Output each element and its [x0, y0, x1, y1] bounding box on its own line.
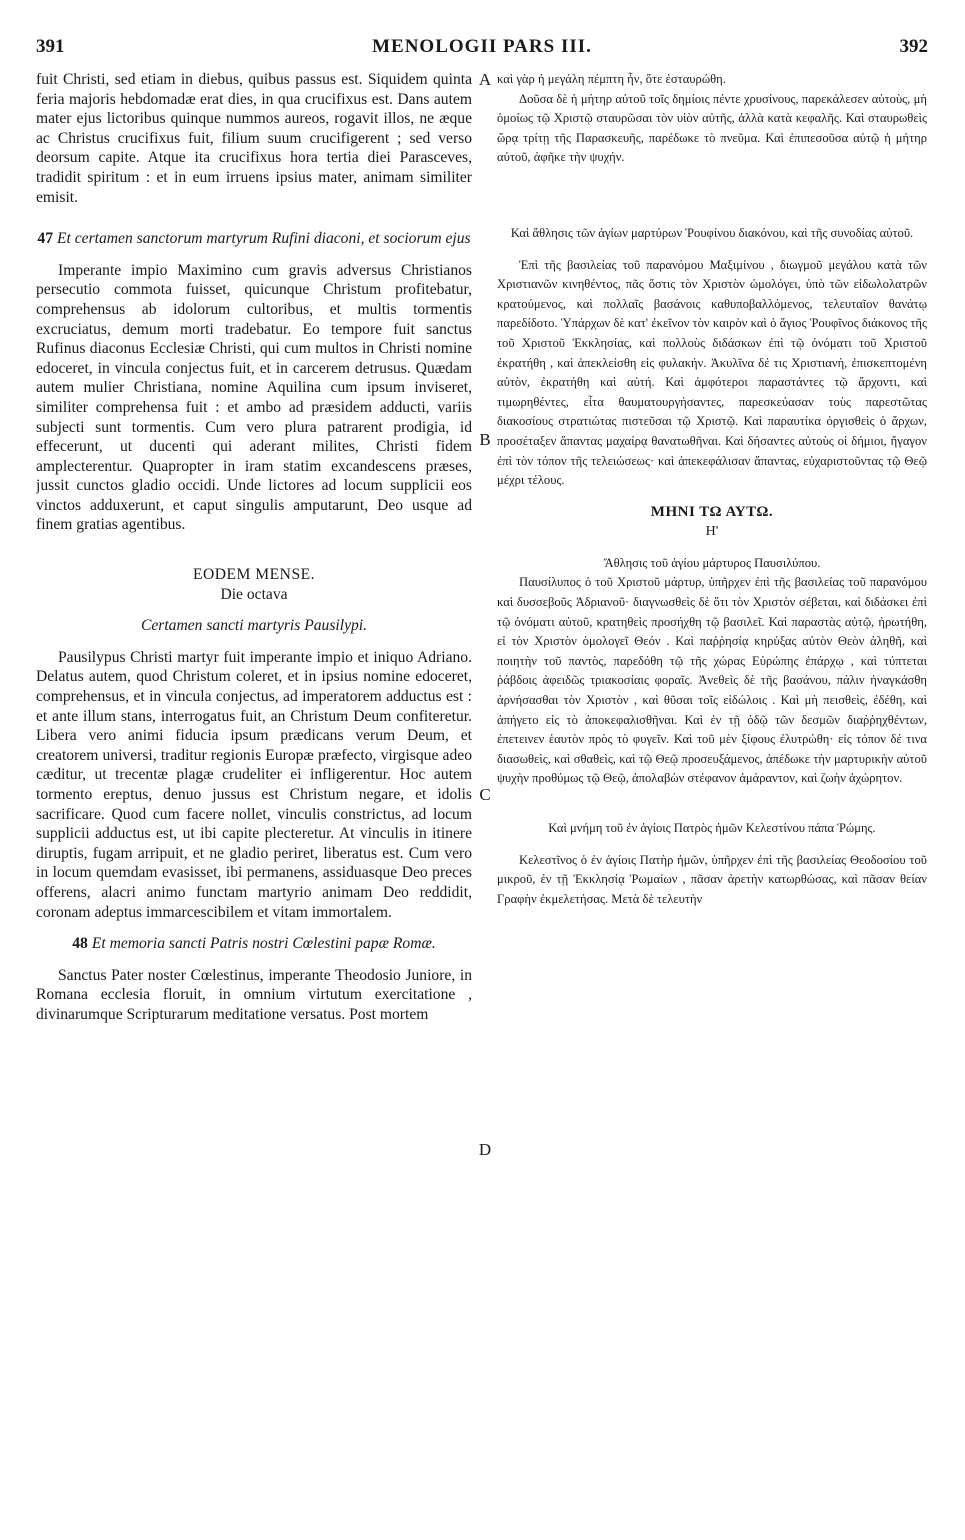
greek-section-48-text: Κελεστῖνος ὁ ἐν ἁγίοις Πατὴρ ἡμῶν, ὑπῆρχεν ἐπὶ τῆς βασιλείας Θεοδοσίου τοῦ μικροῦ, ἐν τῇ Ἐκκλησίᾳ Ῥωμαίων , πᾶσαν ἀρετὴν κατωρθώσας, καὶ πᾶσαν θείαν Γραφὴν ἐκμελετήσας. Μετὰ δὲ τελευτὴν	[497, 852, 927, 906]
latin-section-47-heading	[36, 229, 472, 249]
greek-day-heading: Η'	[705, 524, 719, 540]
latin-section-48-number: 48	[72, 935, 88, 953]
latin-section-48-title: Et memoria sancti Patris nostri Cœlestini papæ Romæ.	[91, 935, 436, 953]
page-number-right: 392	[899, 36, 928, 57]
page-header	[36, 36, 928, 62]
margin-marker-b: B	[479, 430, 491, 449]
greek-section-47-text: Ἐπὶ τῆς βασιλείας τοῦ παρανόμου Μαξιμίνου , διωγμοῦ μεγάλου κατὰ τῶν Χριστιανῶν κινηθέντος, πᾶς ὅστις τὸν Χριστὸν ὡμολόγει, ὑπὸ τῶν εἰδωλολατρῶν κρατούμενος, καὶ πολλαῖς βασάνοις καθυποβαλλόμενος, τελευταῖον θανάτῳ παρεδίδοτο. Ὑπάρχων δὲ κατ' ἐκεῖνον τὸν καιρὸν καὶ ὁ ἅγιος Ῥουφῖνος διάκονος τῆς τοῦ Χριστοῦ Ἐκκλησίας, καὶ πολλοὺς διδάσκων ἐπὶ τῷ ὀνόματι τοῦ Χριστοῦ ἐκρατήθη , καὶ ἀπεκλείσθη εἰς φυλακήν. Ἀκυλῖνα δέ τις Χριστιανὴ, ἐπισκεπτομένη αὐτὸν, ἐκρατήθη καὶ αὐτή. Καὶ ἀμφότεροι παραστάντες τῷ ἄρχοντι, καὶ τιμωρηθέντες, εἶτα θαυματουργήσαντες, παρεσκεύασαν τοὺς παρεστῶτας διακοσίους στρατιώτας πιστεῦσαι τῷ Χριστῷ. Καὶ παραυτίκα ὀργισθεὶς ὁ ἄρχων, προσέταξεν ἅπαντας μαχαίρᾳ θανατωθῆναι. Καὶ δήσαντες αὐτοὺς οἱ δήμιοι, ἤγαγον ἐπὶ τὸν τόπον τῆς τελειώσεως· καὶ ἀπεκεφάλισαν ἅπαντας, εὐχαριστοῦντας τῷ Θεῷ μέχρι τέλους.	[497, 257, 927, 488]
latin-section-48-heading	[36, 934, 472, 954]
running-title: MENOLOGII PARS III.	[372, 36, 592, 57]
latin-section-47-text: Imperante impio Maximino cum gravis adversus Christianos persecutio commota fuisset, quicunque Christum profitebatur, comprehensus ab idolorum cultoribus, et multis tormentis excruciatus, demum morti tradebatur. Eo tempore fuit sanctus Rufinus diaconus Ecclesiæ Christi, qui cum multos in Christi nomine edoceret, in vincula conjectus fuit, et in carcerem detrusus. Quædam autem mulier Christiana, nomine Aquilina cum ipsum inviseret, similiter comprehensa fuit : et ambo ad præsidem adducti, variis subjecti sunt tormentis. Cum vero plura patrarent prodigia, id effecerunt, ut ducenti qui aderant milites, Christi fidem amplecterentur. Quapropter in iram statim excandescens præses, jussit cunctos gladio occidi. Unde lictores ad locum supplicii eos vinctos adduxerunt, et caput singulis amputarunt, Deo usque ad finem gratias agentibus.	[36, 261, 472, 534]
greek-opening-paragraph: Δοῦσα δὲ ἡ μήτηρ αὐτοῦ τοῖς δημίοις πέντε χρυσίνους, παρεκάλεσεν αὐτοὺς, μὴ ὁμοίως τῷ Χριστῷ σταυρῶσαι τὸν υἱὸν αὐτῆς, ἀλλὰ κατὰ κεφαλῆς. Καὶ σταυρωθεὶς ὥρᾳ τρίτῃ τῆς Παρασκευῆς, παρέδωκε τὸ πνεῦμα. Καὶ ἐπιπεσοῦσα αὐτῷ ἡ μήτηρ αὐτοῦ, ἀφῆκε τὴν ψυχήν.	[497, 91, 927, 165]
latin-opening-paragraph: fuit Christi, sed etiam in diebus, quibus passus est. Siquidem quinta feria majoris hebdomadæ erat dies, in qua crucifixus est. Dans autem mater ejus lictoribus quinque nummos aureos, rogavit illos, ne æque ac Christus crucifixus fuit, filium suum crucifigerent ; sed verso deorsum capite. Atque ita crucifixus hora tertia diei Parasceves, tradidit spiritum : et in eum irruens ipsius mater, animam similiter emisit.	[36, 71, 472, 206]
greek-pausilypus-title: Ἄθλησις τοῦ ἁγίου μάρτυρος Παυσιλύπου.	[603, 555, 821, 570]
margin-marker-c: C	[479, 785, 491, 804]
latin-pausilypus-title: Certamen sancti martyris Pausilypi.	[140, 617, 368, 635]
latin-pausilypus-text: Pausilypus Christi martyr fuit imperante impio et iniquo Adriano. Delatus autem, quod Christum coleret, et in ipsius nomine edoceret, comprehensus, et in vincula conjectus, ad imperatorem adductus est : et ante illum stans, interrogatus fuit, an Christum Deum confiteretur. Libera vero animi fiducia ipsum prædicans verum Deum, et creatorem universi, traditur regionis Europæ præfecto, virgisque adeo cæditur, ut trecentæ plagæ crudeliter ei infligerentur. Hoc autem tormento ereptus, denuo jussus est Christum negare, et idolis sacrificare. Quod cum facere nollet, vinculis constrictus, ad locum supplicii adductus est, ut ibi capite plecteretur. At vinculis in itinere diruptis, fugam arripuit, et ne gladio periret, liberatus est. Cum vero in locum quemdam evasisset, ibi permanens, assiduasque Deo preces offerens, alacri animo functam martyrio animam Deo reddidit, coronam adeptus immarcescibilem et vitam immortalem.	[36, 648, 472, 921]
latin-section-48-text: Sanctus Pater noster Cœlestinus, imperante Theodosio Juniore, in Romana ecclesia floruit, in omnium virtutum exercitatione , divinarumque Scripturarum meditatione versatus. Post mortem	[36, 966, 472, 1023]
latin-section-47-number: 47	[37, 230, 53, 248]
margin-marker-d: D	[478, 1140, 492, 1159]
latin-day-heading: Die octava	[220, 585, 288, 603]
greek-section-48-title: Καὶ μνήμη τοῦ ἐν ἁγίοις Πατρὸς ἡμῶν Κελεστίνου πάπα Ῥώμης.	[548, 821, 876, 835]
greek-section-47-title: Καὶ ἄθλησις τῶν ἁγίων μαρτύρων Ῥουφίνου διακόνου, καὶ τῆς συνοδίας αὐτοῦ.	[510, 225, 914, 240]
latin-section-47-title: Et certamen sanctorum martyrum Rufini diaconi, et sociorum ejus	[56, 230, 471, 248]
greek-column	[497, 70, 927, 1525]
latin-column	[36, 70, 472, 1525]
margin-marker-a: A	[478, 70, 492, 89]
greek-month-heading: ΜΗΝΙ ΤΩ ΑΥΤΩ.	[650, 503, 774, 520]
latin-month-heading: EODEM MENSE.	[192, 566, 316, 584]
page-number-left: 391	[36, 36, 65, 57]
greek-opening-line: καὶ γὰρ ἡ μεγάλη πέμπτη ἦν, ὅτε ἐσταυρώθη.	[497, 72, 726, 86]
greek-pausilypus-text: Παυσίλυπος ὁ τοῦ Χριστοῦ μάρτυρ, ὑπῆρχεν ἐπὶ τῆς βασιλείας τοῦ παρανόμου καὶ δυσσεβοῦς Ἀδριανοῦ· διαγνωσθεὶς δὲ ὅτι τὸν Χριστὸν σέβεται, καὶ διδάσκει ἐπὶ τῷ ὀνόματι αὐτοῦ, κρατηθεὶς προσήχθη τῷ βασιλεῖ. Καὶ παραστὰς αὐτῷ, ἠρωτήθη, εἰ τὸν Χριστὸν ὁμολογεῖ Θεόν . Καὶ παῤῥησίᾳ κηρύξας αὐτὸν Θεὸν ἀληθῆ, καὶ ποιητὴν τοῦ παντὸς, παρεδόθη τῷ τῆς χώρας Εὐρώπης ἐπάρχῳ , καὶ τύπτεται ῥάβδοις ἀφειδῶς τριακοσίαις φοραῖς. Ἀνεθεὶς δὲ τῆς βασάνου, πάλιν ἠναγκάσθη ἀρνήσασθαι τὸν Χριστὸν , καὶ θῦσαι τοῖς εἰδώλοις . Καὶ μὴ πεισθεὶς, ἐδέθη, καὶ ἀπήγετο εἰς τὸ ἀποκεφαλισθῆναι. Καὶ ἐν τῇ ὁδῷ τῶν δεσμῶν διαῤῥηχθέντων, ἐπετεινεν ἑαυτὸν πρὸς τὸ φυγεῖν. Καὶ τοῦ μὲν ξίφους ἐλυτρώθη· εἰς τόπον δέ τινα διασωθεὶς, καὶ σθαθεὶς, καὶ τῷ Θεῷ προσευξάμενος, ἀπέδωκε τὴν μαρτυρικὴν αὐτοῦ ψυχὴν προθύμως τῷ Θεῷ, ἀπολαβὼν στέφανον ἀμάραντον, καὶ ζωὴν ἀχώρητον.	[497, 575, 927, 786]
